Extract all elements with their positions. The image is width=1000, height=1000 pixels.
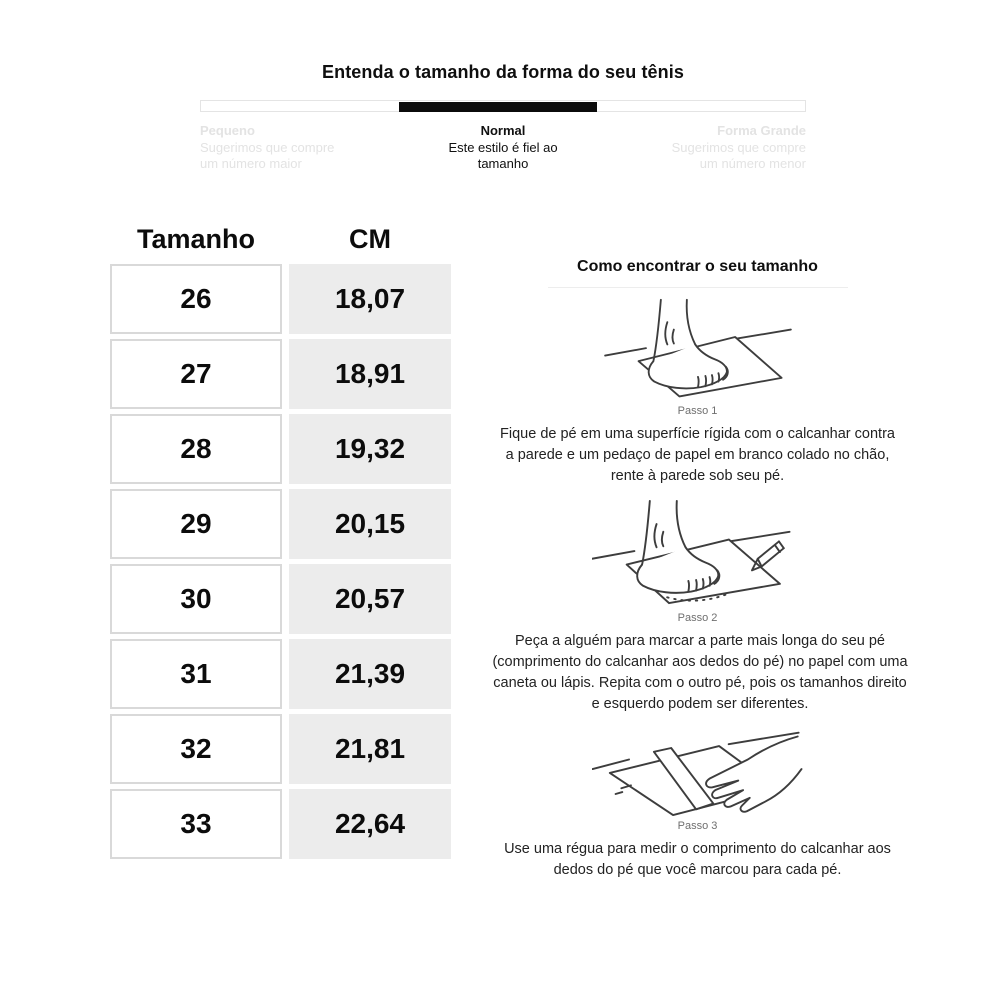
divider <box>548 287 848 288</box>
step-3-label: Passo 3 <box>677 820 718 832</box>
fit-zone-normal-desc-line2: tamanho <box>477 156 529 171</box>
fit-zone-large-label: Forma Grande <box>717 123 806 138</box>
cm-cell: 19,32 <box>289 414 451 484</box>
size-column-header: Tamanho <box>136 224 255 254</box>
size-cell: 33 <box>110 789 282 859</box>
how-to-step-2 <box>490 497 908 715</box>
foot-on-paper-icon <box>600 298 796 402</box>
fit-zone-large-desc-line2: um número menor <box>699 156 806 171</box>
step-3-text: Use uma régua para medir o comprimento do calcanhar aos dedos do pé que você marcou para cada pé. <box>504 841 891 878</box>
fit-scale-fill-bar <box>399 102 598 112</box>
cm-cell: 22,64 <box>289 789 451 859</box>
table-row <box>110 414 455 484</box>
foot-on-paper-pencil-icon <box>592 497 804 609</box>
cm-column-header: CM <box>349 224 391 254</box>
size-cell: 26 <box>110 264 282 334</box>
cm-cell: 21,81 <box>289 714 451 784</box>
fit-zone-normal-desc-line1: Este estilo é fiel ao <box>448 139 558 155</box>
step-2-label: Passo 2 <box>677 612 718 624</box>
step-2-text: Peça a alguém para marcar a parte mais longa do seu pé (comprimento do calcanhar aos dedos do pé) no papel com uma caneta ou lápis. Repita com o outro pé, pois os tamanhos direito e esquerdo podem ser diferentes. <box>492 633 908 712</box>
size-table-header <box>110 224 455 264</box>
fit-zone-large <box>616 123 806 173</box>
fit-zone-large-desc-line1: Sugerimos que compre <box>671 139 806 155</box>
step-1-text: Fique de pé em uma superfície rígida com o calcanhar contra a parede e um pedaço de papel em branco colado no chão, rente à parede sob seu pé. <box>500 426 895 484</box>
cm-cell: 18,91 <box>289 339 451 409</box>
how-to-step-1 <box>490 298 905 487</box>
fit-zone-normal <box>413 123 593 173</box>
table-row <box>110 789 455 859</box>
fit-zone-small <box>200 123 390 173</box>
fit-zone-small-label: Pequeno <box>200 123 255 138</box>
fit-scale-title: Entenda o tamanho da forma do seu tênis <box>322 62 684 82</box>
size-cell: 29 <box>110 489 282 559</box>
fit-zone-normal-label: Normal <box>480 123 526 138</box>
hand-measuring-ruler-icon <box>592 725 804 817</box>
size-cell: 28 <box>110 414 282 484</box>
fit-zone-small-desc-line2: um número maior <box>200 156 302 171</box>
table-row <box>110 339 455 409</box>
how-to-step-3 <box>490 725 905 881</box>
cm-cell: 21,39 <box>289 639 451 709</box>
size-cell: 32 <box>110 714 282 784</box>
how-to-title: Como encontrar o seu tamanho <box>577 258 818 275</box>
cm-cell: 20,15 <box>289 489 451 559</box>
fit-zone-small-desc-line1: Sugerimos que compre <box>200 139 335 155</box>
how-to-section <box>490 258 908 881</box>
size-cell: 30 <box>110 564 282 634</box>
table-row <box>110 489 455 559</box>
cm-cell: 18,07 <box>289 264 451 334</box>
step-1-label: Passo 1 <box>677 405 718 417</box>
cm-cell: 20,57 <box>289 564 451 634</box>
table-row <box>110 264 455 334</box>
table-row <box>110 639 455 709</box>
table-row <box>110 564 455 634</box>
size-table <box>110 224 455 864</box>
fit-scale-track <box>200 100 806 112</box>
size-cell: 27 <box>110 339 282 409</box>
table-row <box>110 714 455 784</box>
size-cell: 31 <box>110 639 282 709</box>
